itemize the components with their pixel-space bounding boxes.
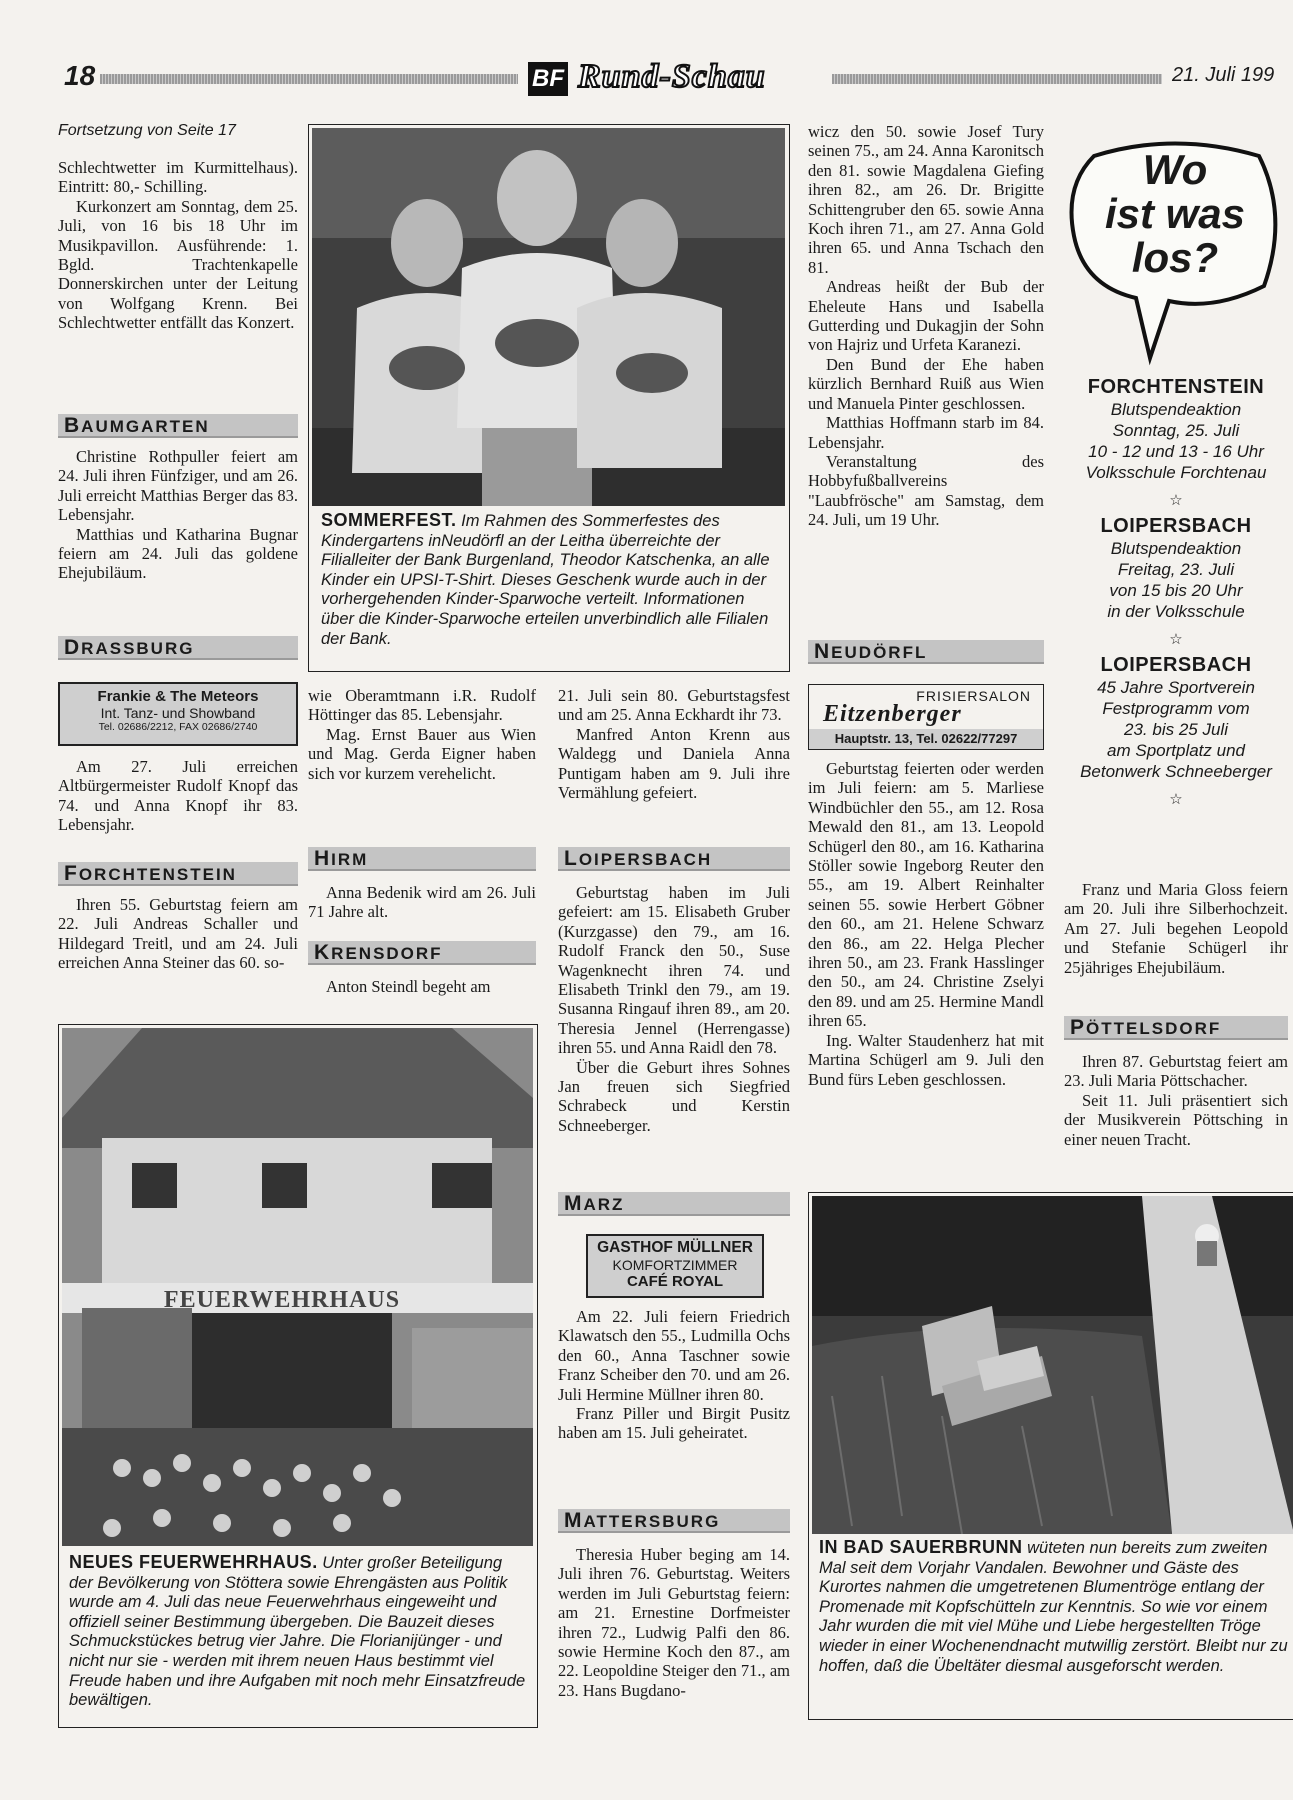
photo-sauerbrunn-frame: [808, 1192, 1293, 1720]
paragraph: wie Oberamtmann i.R. Rudolf Höttinger das 85. Lebensjahr.: [308, 686, 536, 725]
event-item: [1064, 376, 1288, 483]
paragraph: Kurkonzert am Sonntag, dem 25. Juli, von 16 bis 18 Uhr im Musikpavillon. Ausführende: 1. Bgld. Trachtenkapelle Donnerskirchen unter der Leitung von Wolfgang Krenn. Bei Schlechtwetter entfällt das Konzert.: [58, 196, 298, 333]
ad-line: KOMFORTZIMMER: [612, 1257, 738, 1273]
caption-title: SOMMERFEST.: [321, 510, 457, 530]
photo-kids-image: [312, 128, 785, 506]
ad-frisiersalon: [808, 684, 1044, 750]
paragraph: Ihren 55. Geburtstag feiern am 22. Juli Andreas Schaller und Hildegard Treitl, und am 24. Juli erreichen Anna Steiner das 60. so-: [58, 895, 298, 973]
paragraph: Andreas heißt der Bub der Eheleute Hans und Isabella Gutterding und Dukagjin der Sohn von Hajriz und Urfeta Karanezi.: [808, 277, 1044, 355]
header-rule-right: [832, 74, 1162, 84]
photo-sauerbrunn-caption: [819, 1538, 1289, 1676]
event-place: FORCHTENSTEIN: [1087, 376, 1265, 398]
paragraph: Am 22. Juli feiern Friedrich Klawatsch den 55., Ludmilla Ochs den 60., Anna Taschner sowie Franz Scheiber den 70. und am 26. Juli Hermine Müllner ihren 80.: [558, 1307, 790, 1404]
hirm-text: [308, 883, 536, 922]
fire-station-sign: FEUERWEHRHAUS: [163, 1287, 401, 1313]
ad-line: CAFÉ ROYAL: [626, 1273, 724, 1290]
neudoerfl-text: [808, 759, 1044, 1089]
ad-line: Tel. 02686/2212, FAX 02686/2740: [98, 721, 258, 733]
marz-text: [558, 1307, 790, 1443]
page-number: 18: [64, 60, 96, 91]
events-list: [1064, 376, 1288, 808]
drassburg-text: [58, 757, 298, 835]
section-heading-poettelsdorf: PÖTTELSDORF: [1064, 1016, 1288, 1040]
ad-line: Hauptstr. 13, Tel. 02622/77297: [809, 729, 1043, 749]
mattersburg-text: [558, 1545, 790, 1700]
star-icon: ☆: [1169, 631, 1183, 648]
ad-line: GASTHOF MÜLLNER: [597, 1239, 753, 1256]
section-heading-neudoerfl: NEUDÖRFL: [808, 640, 1044, 664]
forchtenstein-text: [58, 895, 298, 973]
photo-fire-frame: [58, 1024, 538, 1728]
paragraph: Veranstaltung des Hobbyfußballvereins "Laubfrösche" am Samstag, dem 24. Juli, um 19 Uhr.: [808, 451, 1044, 530]
paragraph: Theresia Huber beging am 14. Juli ihren 76. Geburtstag. Weiters werden im Juli Geburtstag feiern: am 21. Ernestine Dorfmeister ihren 72., Ludwig Palfi den 86. sowie Hermine Koch den 87., am 22. Leopoldine Steiger den 71., am 23. Hans Bugdano-: [558, 1545, 790, 1700]
event-place: LOIPERSBACH: [1100, 515, 1252, 537]
event-line: in der Volksschule: [1107, 602, 1245, 621]
caption-text: Unter großer Beteiligung der Bevölkerung von Stöttera sowie Ehrengästen aus Politik wurde am 4. Juli das neue Feuerwehrhaus eingeweiht und offiziell seiner Bestimmung übergeben. Die Bauzeit dieses Schmuckstückes betrug vier Jahre. Die Florianijünger - und nicht nur sie - werden mit ihrem neuen Haus bestimmt viel Freude haben und ihre Aufgaben mit noch mehr Einsatzfreude bewältigen.: [69, 1554, 526, 1710]
paragraph: Schlechtwetter im Kurmittelhaus). Eintritt: 80,- Schilling.: [58, 158, 298, 197]
poettelsdorf-text: [1064, 1052, 1288, 1149]
paragraph: Anna Bedenik wird am 26. Juli 71 Jahre alt.: [308, 883, 536, 922]
paragraph: Manfred Anton Krenn aus Waldegg und Daniela Anna Puntigam haben am 9. Juli ihre Vermählung gefeiert.: [558, 724, 790, 803]
logo: [524, 58, 826, 98]
ad-line: Int. Tanz- und Showband: [100, 705, 256, 721]
section-heading-marz: MARZ: [558, 1192, 790, 1216]
section-heading-drassburg: DRASSBURG: [58, 636, 298, 660]
paragraph: wicz den 50. sowie Josef Tury seinen 75., am 24. Anna Karonitsch den 81. sowie Magdalena Giefing ihren 82., am 26. Dr. Brigitte Schittengruber den 65. sowie Anna Koch ihren 71., am 27. Anna Gold ihren 65. und Anna Tschach den 81.: [808, 122, 1044, 277]
continuation-note: Fortsetzung von Seite 17: [58, 122, 236, 139]
bubble-text: [1064, 148, 1286, 280]
sidebar-text: [1064, 880, 1288, 977]
logo-text: Rund-Schau: [578, 58, 766, 95]
header-rule-left: [100, 74, 518, 84]
event-line: Festprogramm vom: [1102, 699, 1250, 718]
event-line: am Sportplatz und: [1107, 741, 1245, 760]
photo-sauerbrunn: [812, 1196, 1293, 1534]
paragraph: Matthias Hoffmann starb im 84. Lebensjahr.: [808, 413, 1044, 452]
col1-intro: [58, 158, 298, 333]
logo-badge: BF: [528, 62, 568, 96]
event-line: 10 - 12 und 13 - 16 Uhr: [1088, 442, 1264, 461]
bubble-line: Wo: [1142, 146, 1208, 193]
bubble-line: ist was: [1104, 190, 1246, 237]
caption-text: wüteten nun bereits zum zweiten Mal seit dem Vorjahr Vandalen. Bewohner und Gäste des Kurortes nahmen die umgetretenen Blumentröge entlang der Promenade mit Kopfschütteln zur Kenntnis. So wie vor einem Jahr wurden die mit viel Mühe und Liebe hergestellten Tröge wieder in einer Wochenendnacht mutwillig zerstört. Bleibt nur zu hoffen, daß die Übeltäter diesmal ausgeforscht werden.: [819, 1539, 1288, 1675]
section-heading-loipersbach: LOIPERSBACH: [558, 847, 790, 871]
paragraph: Geburtstag haben im Juli gefeiert: am 15. Elisabeth Gruber (Kurzgasse) den 79., am 16. Rudolf Franck den 50., Suse Wagenknecht ihren 74. und Elisabeth Trinkl den 79., am 19. Susanna Ringauf ihren 89., am 20. Theresia Jennel (Herrengasse) ihren 55. und Anna Raidl den 78.: [558, 883, 790, 1058]
paragraph: 21. Juli sein 80. Geburtstagsfest und am 25. Anna Eckhardt ihr 73.: [558, 686, 790, 725]
paragraph: Geburtstag feierten oder werden im Juli feiern: am 5. Marliese Windbüchler den 55., am 12. Rosa Mewald den 81., am 13. Leopold Schügerl den 80., am 16. Katharina Stöller sowie Ingeborg Reuter den 55., am 19. Albert Reinhalter seinen 55. sowie Herbert Göbner den 60., am 21. Helene Schwarz den 86., am 22. Helga Plecher ihren 50., am 23. Frank Hasslinger den 50., am 24. Christine Zselyi den 89. und am 25. Hermine Mandl ihren 65.: [808, 759, 1044, 1031]
paragraph: Seit 11. Juli präsentiert sich der Musikverein Pöttsching in einer neuen Tracht.: [1064, 1090, 1288, 1149]
paragraph: Mag. Ernst Bauer aus Wien und Mag. Gerda Eigner haben sich vor kurzem verehelicht.: [308, 724, 536, 783]
paragraph: Franz Piller und Birgit Pusitz haben am 15. Juli geheiratet.: [558, 1404, 790, 1443]
event-line: 23. bis 25 Juli: [1124, 720, 1228, 739]
photo-kids-frame: [308, 124, 790, 672]
paragraph: Franz und Maria Gloss feiern am 20. Juli ihre Silberhochzeit. Am 27. Juli begehen Leopold und Stefanie Schügerl ihr 25jähriges Ehejubiläum.: [1064, 880, 1288, 977]
event-item: [1064, 515, 1288, 622]
photo-fire-caption: [69, 1553, 529, 1711]
event-item: [1064, 654, 1288, 782]
event-line: 45 Jahre Sportverein: [1097, 678, 1255, 697]
event-line: Betonwerk Schneeberger: [1080, 762, 1272, 781]
section-heading-mattersburg: MATTERSBURG: [558, 1509, 790, 1533]
paragraph: Über die Geburt ihres Sohnes Jan freuen sich Siegfried Schrabeck und Kerstin Schneeberger.: [558, 1057, 790, 1135]
event-line: von 15 bis 20 Uhr: [1109, 581, 1243, 600]
section-heading-krensdorf: KRENSDORF: [308, 941, 536, 965]
issue-date: 21. Juli 199: [1172, 64, 1275, 86]
event-line: Volksschule Forchtenau: [1085, 463, 1267, 482]
paragraph: Den Bund der Ehe haben kürzlich Bernhard Ruiß aus Wien und Manuela Pinter geschlossen.: [808, 354, 1044, 413]
photo-kids-caption: [321, 511, 781, 649]
paragraph: Am 27. Juli erreichen Altbürgermeister Rudolf Knopf das 74. und Anna Knopf ihr 83. Lebensjahr.: [58, 757, 298, 835]
col4-text: [808, 122, 1044, 530]
event-line: Sonntag, 25. Juli: [1112, 421, 1240, 440]
wo-ist-was-los-bubble: [1064, 136, 1286, 366]
star-icon: ☆: [1169, 492, 1183, 509]
event-line: Blutspendeaktion: [1110, 539, 1242, 558]
col2-text: [308, 686, 536, 783]
paragraph: Christine Rothpuller feiert am 24. Juli ihren Fünfziger, und am 26. Juli erreicht Matthias Berger das 83. Lebensjahr.: [58, 447, 298, 525]
section-heading-hirm: HIRM: [308, 847, 536, 871]
caption-text: Im Rahmen des Sommerfestes des Kindergartens inNeudörfl an der Leitha überreichte der Filialleiter der Bank Burgenland, Theodor Katschenka, an alle Kinder ein UPSI-T-Shirt. Dieses Geschenk wurde auch in der vorhergehenden Kinder-Sparwoche verteilt. Informationen über die Kinder-Sparwoche erteilen unverbindlich alle Filialen der Bank.: [321, 512, 770, 648]
paragraph: Ihren 87. Geburtstag feiert am 23. Juli Maria Pöttschacher.: [1064, 1052, 1288, 1091]
col3-text: [558, 686, 790, 802]
photo-fire-station: [62, 1028, 533, 1546]
ad-gasthof-muellner: [586, 1234, 764, 1298]
loipersbach-text: [558, 883, 790, 1135]
salon-logo: Eitzenberger: [823, 701, 962, 727]
bubble-line: los?: [1131, 234, 1219, 281]
ad-line: FRISIERSALON: [916, 688, 1031, 704]
ad-frankie-meteors: [58, 682, 298, 746]
photo-sauerbrunn-image: [812, 1196, 1293, 1534]
section-heading-baumgarten: BAUMGARTEN: [58, 414, 298, 438]
paragraph: Ing. Walter Staudenherz hat mit Martina Schügerl am 9. Juli den Bund fürs Leben geschlossen.: [808, 1030, 1044, 1089]
section-heading-forchtenstein: FORCHTENSTEIN: [58, 862, 298, 886]
caption-title: NEUES FEUERWEHRHAUS.: [69, 1552, 318, 1572]
baumgarten-text: [58, 447, 298, 583]
caption-title: IN BAD SAUERBRUNN: [819, 1537, 1023, 1557]
paragraph: Matthias und Katharina Bugnar feiern am 24. Juli das goldene Ehejubiläum.: [58, 524, 298, 583]
star-icon: ☆: [1169, 791, 1183, 808]
event-place: LOIPERSBACH: [1100, 654, 1252, 676]
paragraph: Anton Steindl begeht am: [326, 977, 491, 996]
krensdorf-text: [308, 977, 536, 996]
event-line: Freitag, 23. Juli: [1117, 560, 1235, 579]
photo-kids: [312, 128, 785, 506]
event-line: Blutspendeaktion: [1110, 400, 1242, 419]
ad-line: Frankie & The Meteors: [97, 688, 259, 705]
